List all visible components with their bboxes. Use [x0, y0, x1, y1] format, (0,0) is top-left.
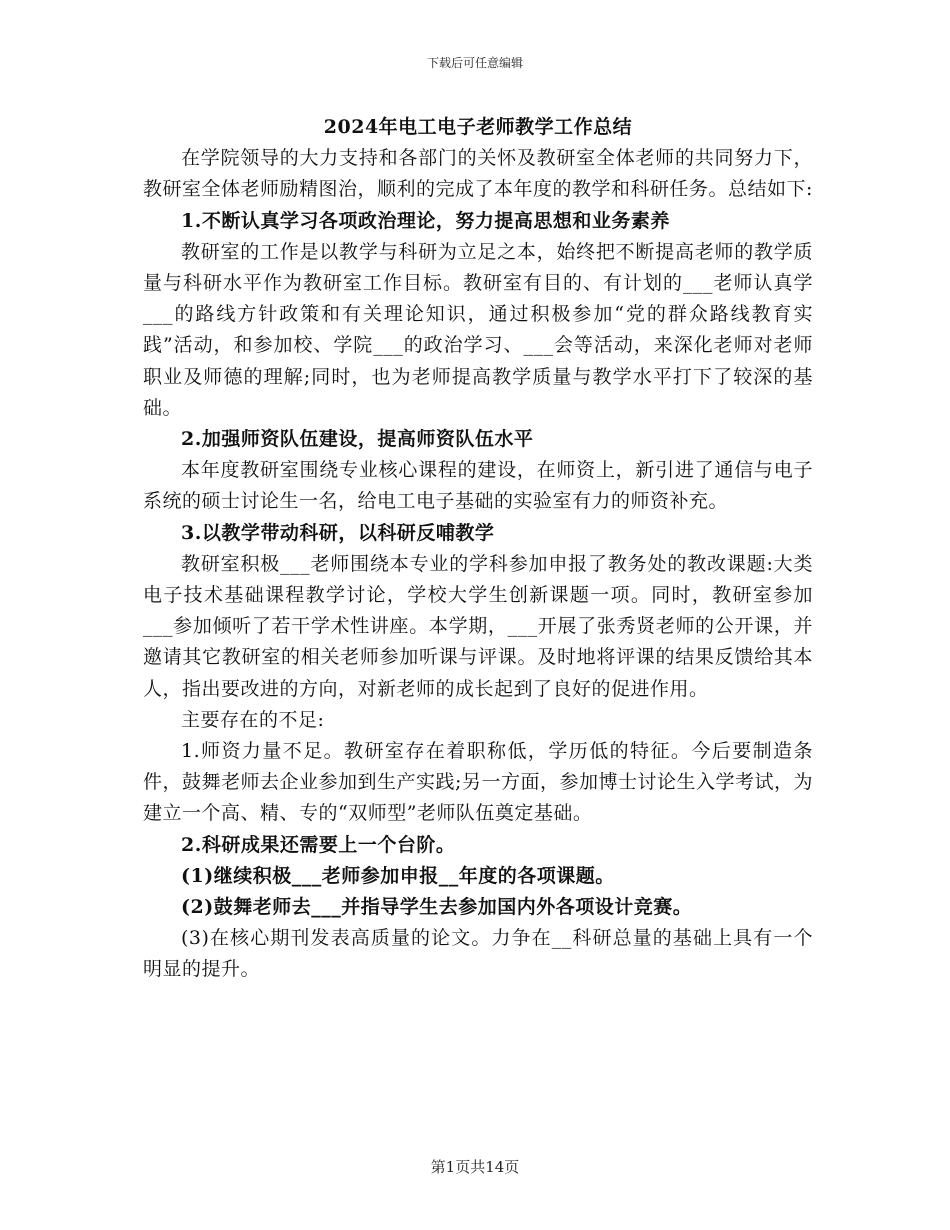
paragraph-shortcoming-1: 1.师资力量不足。教研室存在着职称低，学历低的特征。今后要制造条件，鼓舞老师去企业参加到生产实践;另一方面，参加博士讨论生入学考试，为建立一个高、精、专的“双师型”老师队伍奠定基础。	[143, 740, 813, 825]
header-note: 下载后可任意编辑	[426, 56, 523, 70]
paragraph-section-3: 教研室积极___老师围绕本专业的学科参加申报了教务处的教改课题:大类电子技术基础课程教学讨论，学校大学生创新课题一项。同时，教研室参加___参加倾听了若干学术性讲座。本学期，___开展了张秀贤老师的公开课，并邀请其它教研室的相关老师参加听课与评课。及时地将评课的结果反馈给其本人，指出要改进的方向，对新老师的成长起到了良好的促进作用。	[143, 552, 813, 700]
action-item-3: (3)在核心期刊发表高质量的论文。力争在__科研总量的基础上具有一个明显的提升。	[143, 927, 813, 981]
action-item-2: (2)鼓舞老师去___并指导学生去参加国内外各项设计竞赛。	[181, 896, 693, 919]
paragraph-shortcomings-label: 主要存在的不足:	[181, 708, 325, 731]
document-title: 2024年电工电子老师教学工作总结	[323, 116, 633, 138]
document-body	[143, 112, 813, 986]
section-heading-1: 1.不断认真学习各项政治理论，努力提高思想和业务素养	[181, 209, 670, 232]
section-heading-3: 3.以教学带动科研，以科研反哺教学	[181, 521, 495, 544]
shortcoming-heading-2: 2.科研成果还需要上一个台阶。	[181, 833, 456, 856]
paragraph-intro: 在学院领导的大力支持和各部门的关怀及教研室全体老师的共同努力下，教研室全体老师励精图治，顺利的完成了本年度的教学和科研任务。总结如下:	[143, 147, 813, 201]
section-heading-2: 2.加强师资队伍建设，提高师资队伍水平	[181, 428, 534, 451]
paragraph-section-1: 教研室的工作是以教学与科研为立足之本，始终把不断提高老师的教学质量与科研水平作为教研室工作目标。教研室有目的、有计划的___老师认真学___的路线方针政策和有关理论知识，通过积极参加“党的群众路线教育实践”活动，和参加校、学院___的政治学习、___会等活动，来深化老师对老师职业及师德的理解;同时，也为老师提高教学质量与教学水平打下了较深的基础。	[143, 240, 813, 419]
paragraph-section-2: 本年度教研室围绕专业核心课程的建设，在师资上，新引进了通信与电子系统的硕士讨论生一名，给电工电子基础的实验室有力的师资补充。	[143, 459, 813, 513]
page-indicator: 第1页共14页	[430, 1158, 520, 1176]
action-item-1: (1)继续积极___老师参加申报__年度的各项课题。	[181, 864, 615, 887]
